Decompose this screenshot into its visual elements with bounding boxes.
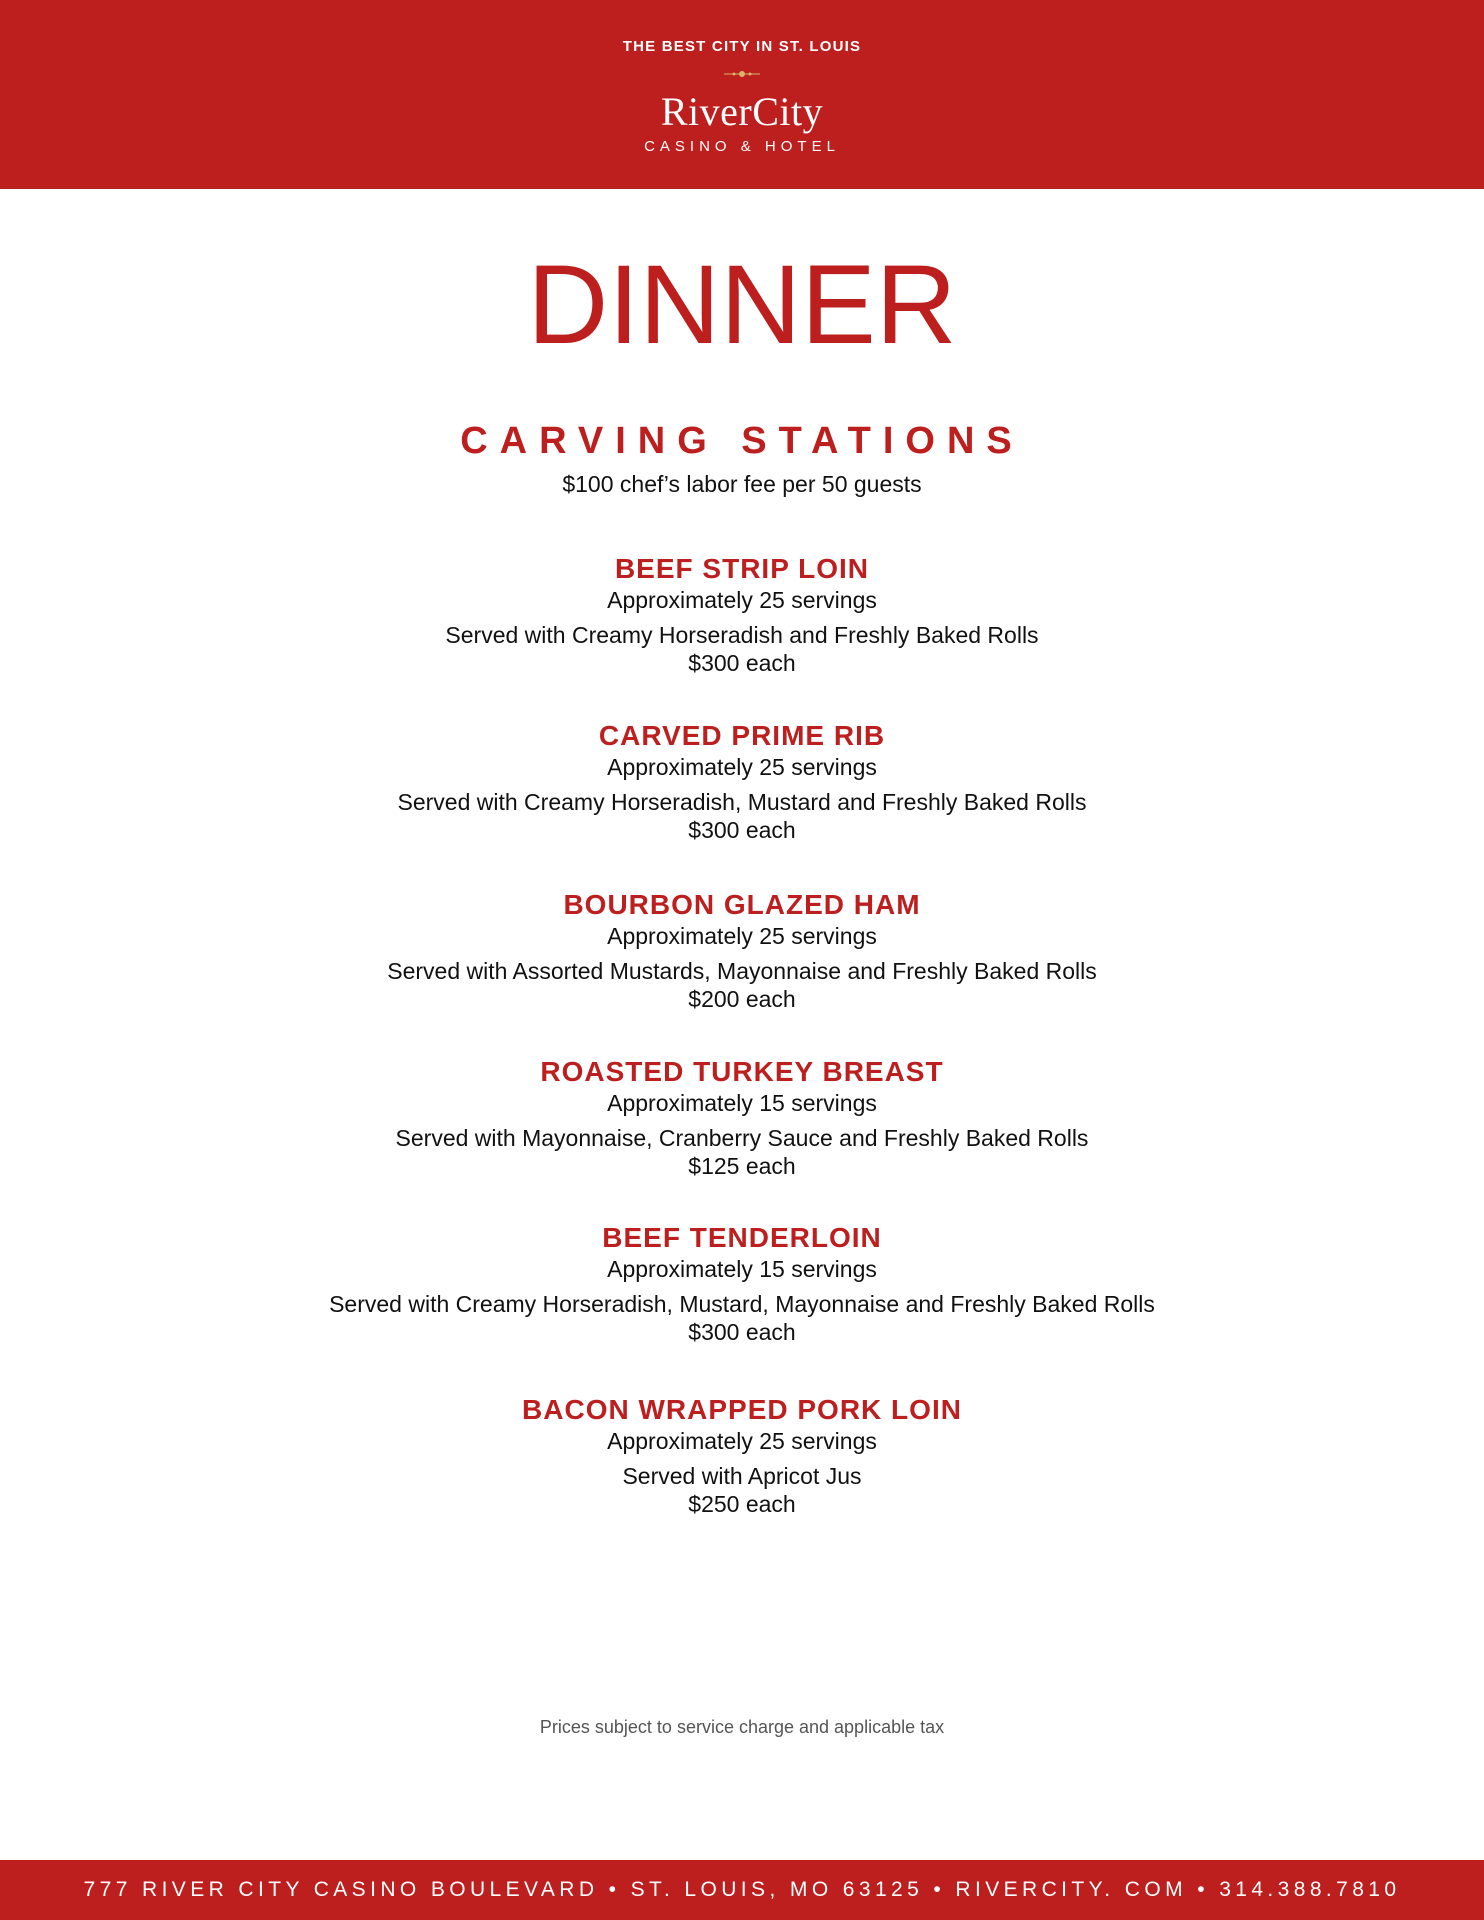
item-servings: Approximately 15 servings: [607, 1090, 877, 1116]
item-name: BOURBON GLAZED HAM: [563, 889, 921, 920]
pricing-disclaimer: Prices subject to service charge and applicable tax: [539, 1717, 945, 1737]
item-price: $250 each: [688, 1491, 796, 1517]
item-price: $300 each: [688, 817, 796, 843]
item-description: Served with Apricot Jus: [622, 1463, 862, 1489]
menu-item: [0, 1055, 1484, 1180]
item-price: $125 each: [688, 1153, 796, 1179]
logo-subtitle: CASINO & HOTEL: [644, 138, 840, 155]
item-price: $300 each: [688, 1319, 796, 1345]
ornament-icon: [0, 66, 1484, 82]
item-name: BEEF STRIP LOIN: [614, 553, 870, 584]
item-description: Served with Creamy Horseradish, Mustard, Mayonnaise and Freshly Baked Rolls: [329, 1291, 1155, 1317]
item-description: Served with Creamy Horseradish, Mustard and Freshly Baked Rolls: [397, 789, 1087, 815]
item-price: $200 each: [688, 986, 796, 1012]
item-name: BACON WRAPPED PORK LOIN: [522, 1394, 962, 1425]
item-price: $300 each: [688, 650, 796, 676]
page-title: DINNER: [527, 242, 957, 367]
item-name: ROASTED TURKEY BREAST: [540, 1056, 944, 1087]
menu-item: [0, 719, 1484, 844]
header-tagline: THE BEST CITY IN ST. LOUIS: [622, 38, 862, 55]
item-servings: Approximately 25 servings: [607, 754, 877, 780]
item-description: Served with Creamy Horseradish and Freshly Baked Rolls: [445, 622, 1039, 648]
menu-item: [0, 888, 1484, 1013]
rivercity-logo: RiverCity: [660, 89, 824, 134]
item-description: Served with Mayonnaise, Cranberry Sauce and Freshly Baked Rolls: [395, 1125, 1089, 1151]
section-title: CARVING STATIONS: [460, 420, 1024, 462]
item-servings: Approximately 25 servings: [607, 1428, 877, 1454]
menu-item: [0, 1221, 1484, 1346]
menu-item: [0, 1393, 1484, 1518]
item-servings: Approximately 25 servings: [607, 923, 877, 949]
item-servings: Approximately 25 servings: [607, 587, 877, 613]
menu-item: [0, 552, 1484, 677]
section-note: $100 chef’s labor fee per 50 guests: [562, 471, 922, 497]
item-description: Served with Assorted Mustards, Mayonnaise and Freshly Baked Rolls: [387, 958, 1097, 984]
item-name: BEEF TENDERLOIN: [602, 1222, 882, 1253]
footer-contact: 777 RIVER CITY CASINO BOULEVARD • ST. LOUIS, MO 63125 • RIVERCITY. COM • 314.388.7810: [83, 1878, 1401, 1901]
item-name: CARVED PRIME RIB: [598, 720, 886, 751]
item-servings: Approximately 15 servings: [607, 1256, 877, 1282]
